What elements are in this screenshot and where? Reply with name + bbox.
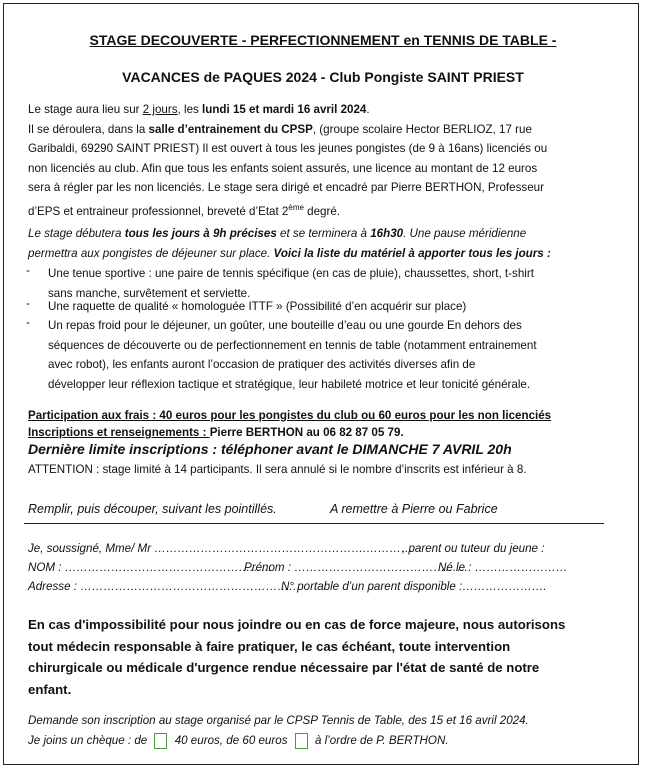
fees-line: Participation aux frais : 40 euros pour les pongistes du club ou 60 euros pour les non licenciés [28, 409, 552, 422]
title-line-1: STAGE DECOUVERTE - PERFECTIONNEMENT en TENNIS DE TABLE - [89, 32, 557, 48]
attention-line: ATTENTION : stage limité à 14 participants. Il sera annulé si le nombre d’inscrits est inférieur à 8. [28, 463, 527, 476]
list-item: Une tenue sportive : une paire de tennis spécifique (en cas de pluie), chaussettes, short, t-shirt sans manche, survêtement et serviette. [48, 267, 534, 300]
form-name-label: Je, soussigné, Mme/ Mr ……………………………………………….………… [28, 542, 413, 555]
list-dash: - [26, 264, 30, 277]
footer-request-line: Demande son inscription au stage organisé par le CPSP Tennis de Table, des 15 et 16 avril 2024. [28, 714, 529, 727]
list-dash: - [26, 297, 30, 310]
form-firstname-field: Prénom : ……………………………………… [244, 561, 469, 574]
checkbox-40-euros[interactable] [154, 733, 167, 749]
schedule-paragraph: Le stage débutera tous les jours à 9h précises et se terminera à 16h30. Une pause méridienne permettra aux pongistes de déjeuner sur place. Voici la liste du matériel à apporter tous les jours : [28, 227, 551, 260]
intro-paragraph: Le stage aura lieu sur 2 jours, les lundi 15 et mardi 16 avril 2024. Il se déroulera, dans la salle d’entrainement du CPSP, (groupe scolaire Hector BERLIOZ, 17 rue Garibaldi, 69290 SAINT PRIEST) Il est ouvert à tous les jeunes pongistes (de 9 à 16ans) licenciés ou non licenciés au club. Afin que tous les enfants soient assurés, une licence au montant de 12 euros sera à régler par les non licenciés. Le stage sera dirigé et encadré par Pierre BERTHON, Professeur d’EPS et entraineur professionnel, breveté d’Etat 2ème degré. [28, 103, 548, 218]
form-birthdate-field: Né le : …………………… [438, 561, 568, 574]
footer-cheque-line: Je joins un chèque : de 40 euros, de 60 euros à l’ordre de P. BERTHON. [28, 734, 449, 748]
handover-instruction: A remettre à Pierre ou Fabrice [330, 502, 498, 516]
list-item: Un repas froid pour le déjeuner, un goûter, une bouteille d’eau ou une gourde En dehors des séquences de découverte ou de perfectionnement en tennis de table (notamment entrainement avec robot), les enfants auront l’occasion de pratiquer des activités diverses afin de développer leur réflexion tactique et stratégique, leur habileté motrice et leur tonicité générale. [48, 319, 537, 391]
checkbox-60-euros[interactable] [295, 733, 308, 749]
cut-instruction: Remplir, puis découper, suivant les pointillés. [28, 502, 277, 516]
form-guardian-label: , parent ou tuteur du jeune : [402, 542, 545, 555]
list-item: Une raquette de qualité « homologuée ITTF » (Possibilité d’en acquérir sur place) [48, 300, 467, 313]
form-address-field: Adresse : ………………………………………………… [28, 580, 301, 593]
title-line-2: VACANCES de PAQUES 2024 - Club Pongiste SAINT PRIEST [122, 69, 524, 85]
deadline-line: Dernière limite inscriptions : téléphoner avant le DIMANCHE 7 AVRIL 20h [28, 441, 512, 457]
list-dash: - [26, 316, 30, 329]
cut-line [24, 523, 604, 524]
form-phone-field: N° portable d’un parent disponible :…………………. [281, 580, 547, 593]
registration-line: Inscriptions et renseignements : Pierre BERTHON au 06 82 87 05 79. [28, 426, 404, 439]
form-lastname-field: NOM : ………………………………………….….. [28, 561, 272, 574]
medical-consent: En cas d'impossibilité pour nous joindre ou en cas de force majeure, nous autorisons tout médecin responsable à faire pratiquer, le cas échéant, toute intervention chirurgicale ou médicale d'urgence rendue nécessaire par l'état de santé de notre enfant. [28, 617, 566, 697]
